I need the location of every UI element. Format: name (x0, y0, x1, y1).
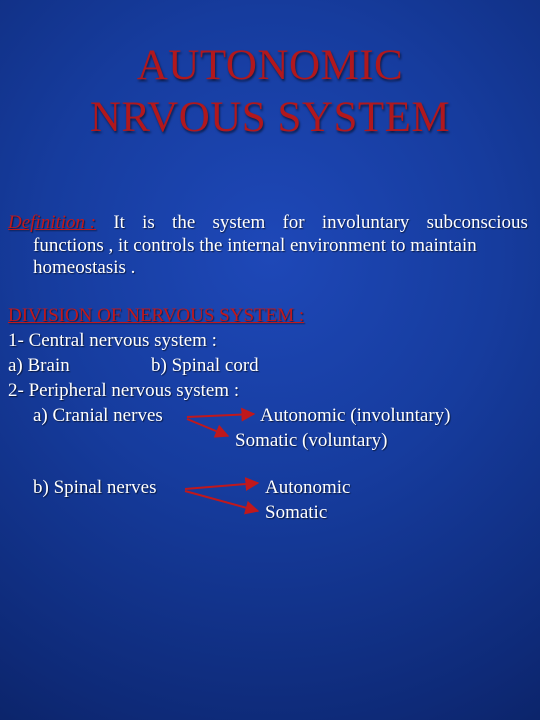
division-heading: DIVISION OF NERVOUS SYSTEM : (8, 305, 305, 326)
spinal-to-autonomic-arrow (185, 483, 258, 489)
definition-word: It (113, 212, 125, 233)
definition-line-1 (8, 211, 528, 235)
spinal-cord-item: b) Spinal cord (151, 355, 259, 376)
spinal-somatic-item: Somatic (265, 502, 328, 523)
brain-item: a) Brain (8, 355, 70, 376)
definition-word: is (142, 212, 155, 233)
definition-word: for (282, 212, 305, 233)
slide-title (0, 40, 540, 144)
definition-word: the (172, 212, 196, 233)
title-line-2: NRVOUS SYSTEM (89, 94, 451, 141)
definition-word: subconscious (426, 212, 528, 233)
definition-line-3: homeostasis . (33, 257, 136, 278)
peripheral-nervous-system: 2- Peripheral nervous system : (8, 380, 240, 401)
spinal-nerves-item: b) Spinal nerves (33, 477, 157, 498)
cranial-to-autonomic-arrow (187, 414, 254, 417)
definition-word: system (212, 212, 266, 233)
spinal-arrows (185, 483, 258, 511)
spinal-autonomic-item: Autonomic (265, 477, 351, 498)
spinal-to-somatic-arrow (185, 491, 258, 511)
definition-label: Definition : (8, 212, 97, 233)
definition-line-2: functions , it controls the internal environment to maintain (33, 235, 477, 256)
cranial-nerves-item: a) Cranial nerves (33, 405, 163, 426)
cranial-somatic-item: Somatic (voluntary) (235, 430, 388, 451)
definition-word: involuntary (321, 212, 410, 233)
cranial-to-somatic-arrow (187, 419, 228, 436)
title-line-1: AUTONOMIC (136, 42, 404, 89)
central-nervous-system: 1- Central nervous system : (8, 330, 217, 351)
cranial-autonomic-item: Autonomic (involuntary) (260, 405, 451, 426)
